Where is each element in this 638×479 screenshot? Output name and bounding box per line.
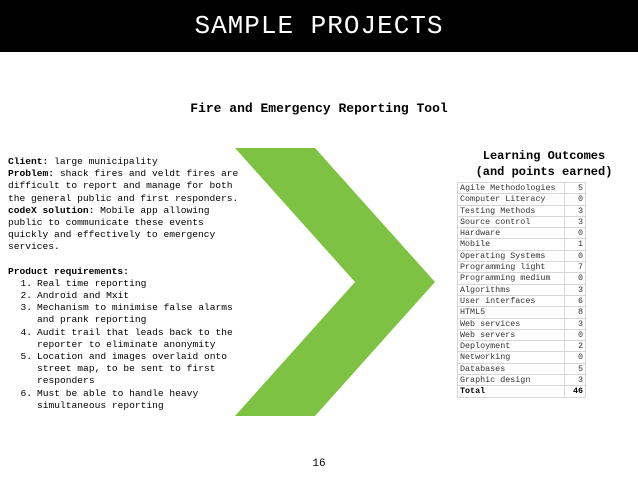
table-row <box>458 329 586 340</box>
outcome-topic: Mobile <box>458 239 565 250</box>
outcome-points: 3 <box>565 205 586 216</box>
total-points: 46 <box>565 386 586 397</box>
list-item: 3. Mechanism to minimise false alarms and prank reporting <box>8 302 243 326</box>
outcome-topic: Programming medium <box>458 273 565 284</box>
outcome-points: 1 <box>565 239 586 250</box>
outcome-points: 3 <box>565 318 586 329</box>
table-row <box>458 216 586 227</box>
learning-outcomes-title: Learning Outcomes <box>482 149 606 163</box>
outcome-topic: Computer Literacy <box>458 194 565 205</box>
total-label: Total <box>458 386 565 397</box>
table-row <box>458 341 586 352</box>
outcome-points: 6 <box>565 295 586 306</box>
outcome-topic: Hardware <box>458 228 565 239</box>
problem-text: shack fires and veldt fires are difficult to report and manage for both the general public and first responders. <box>8 168 239 204</box>
table-row <box>458 239 586 250</box>
outcome-topic: Graphic design <box>458 375 565 386</box>
outcome-topic: Operating Systems <box>458 250 565 261</box>
requirement-text: Mechanism to minimise false alarms and prank reporting <box>37 302 233 326</box>
problem-line <box>8 168 243 205</box>
requirement-text: Audit trail that leads back to the reporter to eliminate anonymity <box>37 326 233 350</box>
outcome-points: 8 <box>565 307 586 318</box>
outcome-points: 0 <box>565 329 586 340</box>
outcome-topic: Algorithms <box>458 284 565 295</box>
table-row <box>458 295 586 306</box>
outcome-points: 0 <box>565 352 586 363</box>
slide-title: SAMPLE PROJECTS <box>194 11 444 41</box>
project-description <box>8 156 243 412</box>
requirements-heading: Product requirements: <box>8 265 129 277</box>
table-row <box>458 375 586 386</box>
outcome-topic: HTML5 <box>458 307 565 318</box>
table-row <box>458 183 586 194</box>
outcome-topic: Web servers <box>458 329 565 340</box>
solution-label: codeX solution: <box>8 204 95 216</box>
outcome-points: 3 <box>565 216 586 227</box>
learning-outcomes-heading <box>452 148 636 180</box>
table-row <box>458 250 586 261</box>
solution-text: Mobile app allowing public to communicate these events quickly and effectively to emergency services. <box>8 204 216 253</box>
outcome-points: 0 <box>565 228 586 239</box>
project-title: Fire and Emergency Reporting Tool <box>190 101 448 116</box>
outcome-points: 7 <box>565 262 586 273</box>
outcome-points: 3 <box>565 284 586 295</box>
outcome-topic: Web services <box>458 318 565 329</box>
table-row <box>458 284 586 295</box>
learning-outcomes-table <box>457 182 586 398</box>
outcome-topic: Programming light <box>458 262 565 273</box>
learning-outcomes-subtitle: (and points earned) <box>475 165 613 179</box>
outcome-points: 0 <box>565 273 586 284</box>
client-text: large municipality <box>54 156 158 167</box>
list-item: 1. Real time reporting <box>20 277 147 289</box>
requirement-text: Location and images overlaid onto street map, to be sent to first responders <box>37 351 227 387</box>
outcome-points: 3 <box>565 375 586 386</box>
table-row <box>458 262 586 273</box>
table-row <box>458 228 586 239</box>
table-row <box>458 273 586 284</box>
table-row <box>458 363 586 374</box>
page-number: 16 <box>312 458 326 470</box>
solution-line <box>8 205 243 254</box>
list-item: 6. Must be able to handle heavy simultaneous reporting <box>8 388 243 412</box>
requirement-text: Must be able to handle heavy simultaneous reporting <box>37 387 199 411</box>
requirement-text: Real time reporting <box>37 277 147 289</box>
table-row <box>458 352 586 363</box>
outcome-topic: Agile Methodologies <box>458 183 565 194</box>
table-row <box>458 194 586 205</box>
outcome-points: 0 <box>565 250 586 261</box>
slide-title-bar <box>0 0 638 52</box>
outcome-points: 2 <box>565 341 586 352</box>
table-total-row <box>458 386 586 397</box>
list-item: 5. Location and images overlaid onto street map, to be sent to first responders <box>8 351 243 388</box>
table-row <box>458 307 586 318</box>
requirement-text: Android and Mxit <box>37 290 130 302</box>
outcome-topic: Databases <box>458 363 565 374</box>
table-row <box>458 205 586 216</box>
outcome-topic: Deployment <box>458 341 565 352</box>
outcome-topic: Networking <box>458 352 565 363</box>
table-row <box>458 318 586 329</box>
chevron-arrow-icon <box>235 148 435 416</box>
requirements-list <box>8 278 243 412</box>
outcome-points: 5 <box>565 363 586 374</box>
client-line <box>8 156 243 168</box>
outcome-topic: Source control <box>458 216 565 227</box>
chevron-shape <box>235 148 435 416</box>
problem-label: Problem: <box>8 168 55 180</box>
client-label: Client: <box>8 156 49 167</box>
list-item: 2. Android and Mxit <box>20 290 130 302</box>
outcome-points: 5 <box>565 183 586 194</box>
list-item: 4. Audit trail that leads back to the reporter to eliminate anonymity <box>8 327 243 351</box>
outcome-points: 0 <box>565 194 586 205</box>
outcome-topic: Testing Methods <box>458 205 565 216</box>
outcome-topic: User interfaces <box>458 295 565 306</box>
